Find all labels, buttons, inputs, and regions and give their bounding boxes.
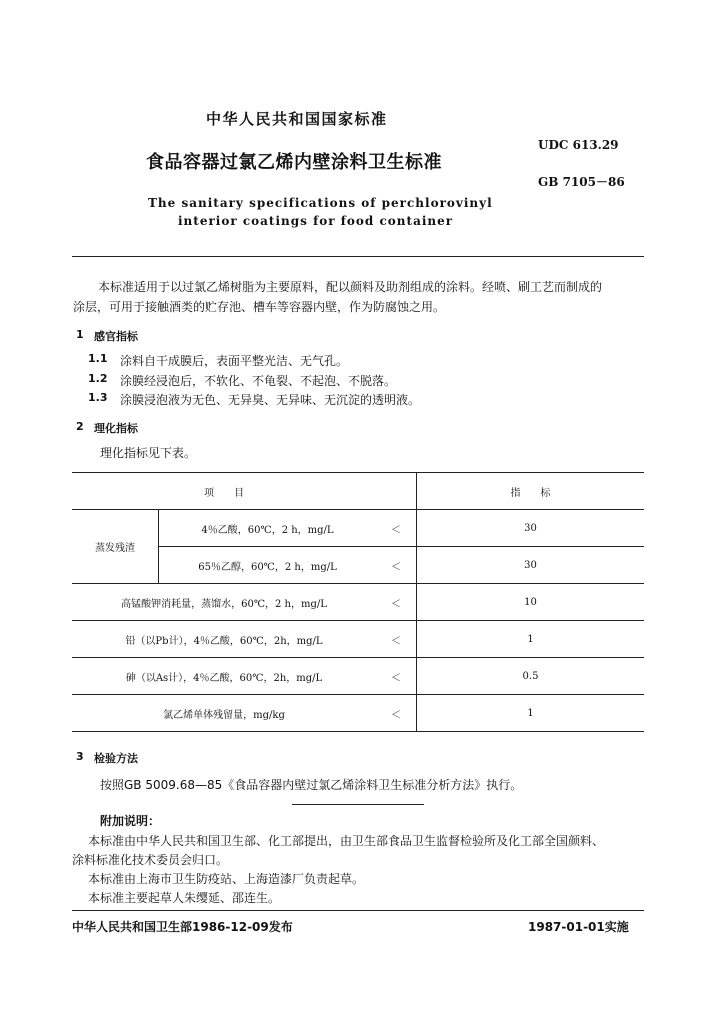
appendix-line-4: 本标准主要起草人朱缨延、邵连生。	[88, 891, 281, 905]
less-than-sign: ＜	[391, 635, 401, 647]
row-item-cell	[72, 584, 376, 621]
item-1-3-text: 涂膜浸泡液为无色、无异臭、无异味、无沉淀的透明液。	[120, 393, 421, 407]
header-value-label: 指 标	[510, 487, 551, 499]
spec-table	[72, 472, 644, 732]
row-item-cell	[159, 547, 377, 584]
category-evaporation-label: 蒸发残渣	[95, 543, 135, 554]
category-cell	[72, 510, 159, 584]
table-row	[72, 621, 644, 658]
appendix-line-2: 涂料标准化技术委员会归口。	[72, 853, 229, 867]
row-value-cell	[417, 510, 645, 547]
appendix-title: 附加说明：	[100, 814, 161, 828]
item-1-1-number: 1.1	[88, 352, 108, 365]
header-value-cell	[417, 473, 645, 510]
less-than-sign: ＜	[391, 598, 401, 610]
section-3-title: 检验方法	[94, 752, 138, 765]
row-item-label: 氯乙烯单体残留量，mg/kg	[163, 709, 285, 721]
header-item-cell	[72, 473, 376, 510]
section-1-number: 1	[76, 328, 84, 341]
item-1-3-number: 1.3	[88, 391, 108, 404]
row-lt-cell	[376, 695, 417, 732]
table-row	[72, 547, 644, 584]
document-title-cn: 食品容器过氯乙烯内壁涂料卫生标准	[146, 152, 442, 173]
header-lt-cell	[376, 473, 417, 510]
row-value-cell	[417, 547, 645, 584]
row-value: 1	[527, 707, 534, 719]
section-2-number: 2	[76, 420, 84, 433]
section-1-title: 感官指标	[94, 330, 138, 343]
row-lt-cell	[376, 658, 417, 695]
item-1-1-text: 涂料自干成膜后，表面平整光洁、无气孔。	[120, 354, 349, 368]
row-item-cell	[72, 695, 376, 732]
section-2-text: 理化指标见下表。	[100, 446, 197, 460]
item-1-2-number: 1.2	[88, 372, 108, 385]
row-item-label: 高锰酸钾消耗量，蒸馏水，60℃，2 h，mg/L	[121, 598, 327, 610]
table-row	[72, 584, 644, 621]
footer-effective-date: 1987-01-01实施	[528, 920, 629, 934]
footer-issue-date: 中华人民共和国卫生部1986-12-09发布	[72, 920, 293, 934]
row-item-label: 铅（以Pb计），4％乙酸，60℃，2h，mg/L	[125, 635, 323, 647]
row-item-label: 65％乙醇，60℃，2 h，mg/L	[198, 561, 337, 573]
header-divider	[72, 256, 644, 257]
section-3-number: 3	[76, 750, 84, 763]
row-item-cell	[159, 510, 377, 547]
less-than-sign: ＜	[391, 672, 401, 684]
table-row	[72, 695, 644, 732]
row-value-cell	[417, 584, 645, 621]
less-than-sign: ＜	[391, 524, 401, 536]
gb-code: GB 7105－86	[538, 175, 625, 189]
row-lt-cell	[376, 547, 417, 584]
table-header-row	[72, 473, 644, 510]
row-lt-cell	[376, 510, 417, 547]
footer-divider	[72, 910, 644, 911]
header-item-label: 项 目	[204, 487, 244, 499]
less-than-sign: ＜	[391, 709, 401, 721]
document-title-en-line1: The sanitary specifications of perchlorovinyl	[148, 196, 493, 210]
row-value-cell	[417, 621, 645, 658]
row-value: 0.5	[522, 670, 539, 682]
udc-code: UDC 613.29	[538, 138, 619, 152]
row-value-cell	[417, 658, 645, 695]
row-value-cell	[417, 695, 645, 732]
section-2-title: 理化指标	[94, 422, 138, 435]
national-standard-heading: 中华人民共和国国家标准	[206, 110, 388, 128]
row-value: 30	[524, 559, 537, 571]
row-item-cell	[72, 621, 376, 658]
row-item-cell	[72, 658, 376, 695]
row-lt-cell	[376, 584, 417, 621]
less-than-sign: ＜	[391, 561, 401, 573]
row-value: 1	[527, 633, 534, 645]
row-lt-cell	[376, 621, 417, 658]
item-1-2-text: 涂膜经浸泡后，不软化、不龟裂、不起泡、不脱落。	[120, 374, 397, 388]
table-row	[72, 510, 644, 547]
appendix-divider	[292, 804, 424, 805]
row-item-label: 砷（以As计），4％乙酸，60℃，2h，mg/L	[125, 672, 323, 684]
intro-line-2: 涂层，可用于接触酒类的贮存池、槽车等容器内壁，作为防腐蚀之用。	[73, 300, 446, 314]
document-title-en-line2: interior coatings for food container	[178, 214, 454, 228]
appendix-line-1: 本标准由中华人民共和国卫生部、化工部提出，由卫生部食品卫生监督检验所及化工部全国颜料、	[88, 834, 605, 848]
row-item-label: 4％乙酸，60℃，2 h，mg/L	[201, 524, 334, 536]
intro-line-1: 本标准适用于以过氯乙烯树脂为主要原料，配以颜料及助剂组成的涂料。经喷、刷工艺而制成的	[98, 280, 603, 294]
table-row	[72, 658, 644, 695]
row-value: 30	[524, 522, 537, 534]
appendix-line-3: 本标准由上海市卫生防疫站、上海造漆厂负责起草。	[88, 872, 365, 886]
section-3-text: 按照GB 5009.68—85《食品容器内壁过氯乙烯涂料卫生标准分析方法》执行。	[100, 778, 523, 792]
row-value: 10	[524, 596, 537, 608]
